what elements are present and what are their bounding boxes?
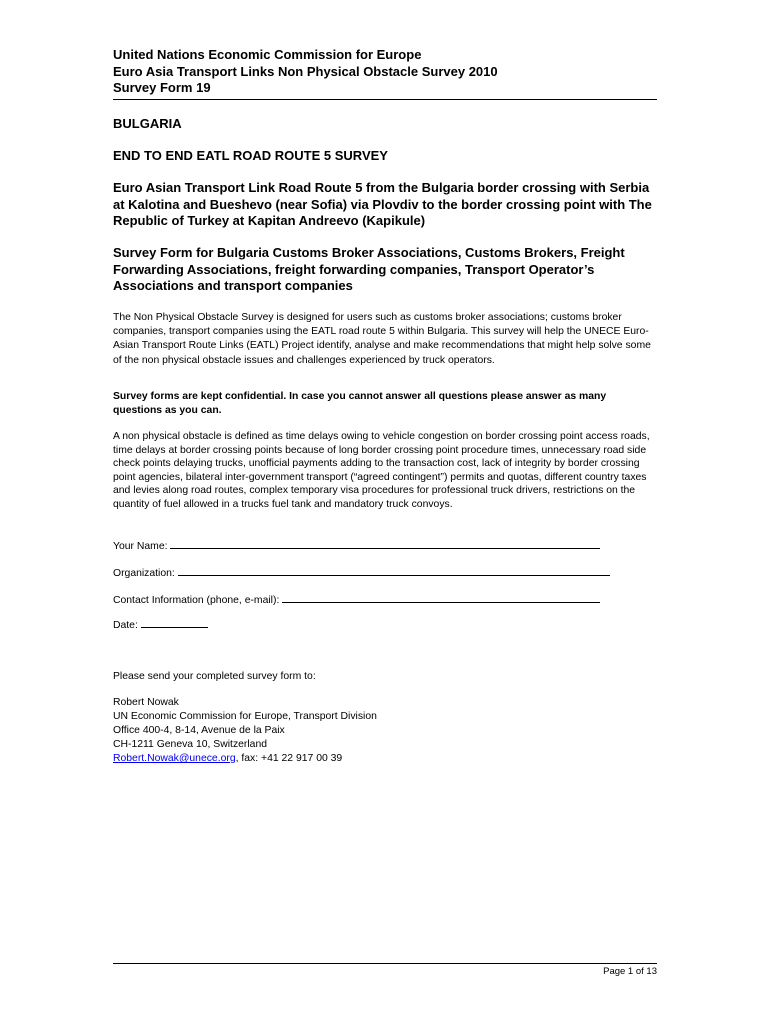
header-organization: United Nations Economic Commission for Europe	[113, 47, 422, 62]
footer-divider	[113, 963, 657, 964]
contact-input-line[interactable]	[282, 591, 600, 603]
organization-field-row	[113, 564, 610, 581]
recipient-organization: UN Economic Commission for Europe, Transport Division	[113, 711, 377, 722]
name-input-line[interactable]	[170, 537, 600, 549]
recipient-contact-line	[113, 752, 658, 766]
contact-label: Contact Information (phone, e-mail):	[113, 595, 280, 606]
page-number: Page 1 of 13	[603, 966, 657, 977]
name-label: Your Name:	[113, 541, 168, 552]
date-field-row	[113, 616, 208, 633]
organization-label: Organization:	[113, 568, 175, 579]
header-survey-name: Euro Asia Transport Links Non Physical Obstacle Survey 2010	[113, 63, 498, 79]
recipient-office: Office 400-4, 8-14, Avenue de la Paix	[113, 725, 285, 736]
contact-field-row	[113, 591, 600, 608]
organization-input-line[interactable]	[178, 564, 610, 576]
header-form-number: Survey Form 19	[113, 80, 211, 95]
definition-paragraph: A non physical obstacle is defined as time delays owing to vehicle congestion on border crossing point access roads, time delays at border crossing points because of long border crossing point procedure times, unnecessary road side check points delaying trucks, unofficial payments adding to the transaction cost, lack of integrity by border crossing point agencies, bilateral inter-government transport (“agreed contingent”) permits and quotas, different country taxes and levies along road routes, complex temporary visa procedures for professional truck drivers, restrictions on the quantity of fuel allowed in a trucks fuel tank and mandatory truck convoys.	[113, 431, 650, 510]
survey-title: END TO END EATL ROAD ROUTE 5 SURVEY	[113, 148, 388, 163]
date-input-line[interactable]	[141, 616, 208, 628]
fax-number: , fax: +41 22 917 00 39	[235, 753, 343, 764]
name-field-row	[113, 537, 600, 554]
confidential-note: Survey forms are kept confidential. In case you cannot answer all questions please answer as many questions as you can.	[113, 391, 607, 417]
email-link[interactable]: Robert.Nowak@unece.org	[113, 753, 236, 764]
intro-paragraph: The Non Physical Obstacle Survey is designed for users such as customs broker associations; customs broker companies, transport companies using the EATL road route 5 within Bulgaria. This survey will help the UNECE Euro-Asian Transport Route Links (EATL) Project identify, analyse and make recommendations that might help solve some of the non physical obstacle issues and challenges experienced by truck operators.	[113, 312, 651, 366]
country-heading: BULGARIA	[113, 116, 182, 131]
route-description: Euro Asian Transport Link Road Route 5 from the Bulgaria border crossing with Serbia at Kalotina and Bueshevo (near Sofia) via Plovdiv to the border crossing point with The Republic of Turkey at Kapitan Andreevo (Kapikule)	[113, 180, 652, 228]
recipient-name: Robert Nowak	[113, 697, 179, 708]
date-label: Date:	[113, 620, 138, 631]
page-header	[113, 47, 657, 100]
send-instruction: Please send your completed survey form to:	[113, 671, 316, 682]
recipient-address	[113, 696, 658, 766]
form-audience-heading: Survey Form for Bulgaria Customs Broker Associations, Customs Brokers, Freight Forwarding Associations, freight forwarding companies, Transport Operator’s Associations and transport companies	[113, 245, 625, 293]
recipient-city: CH-1211 Geneva 10, Switzerland	[113, 739, 268, 750]
